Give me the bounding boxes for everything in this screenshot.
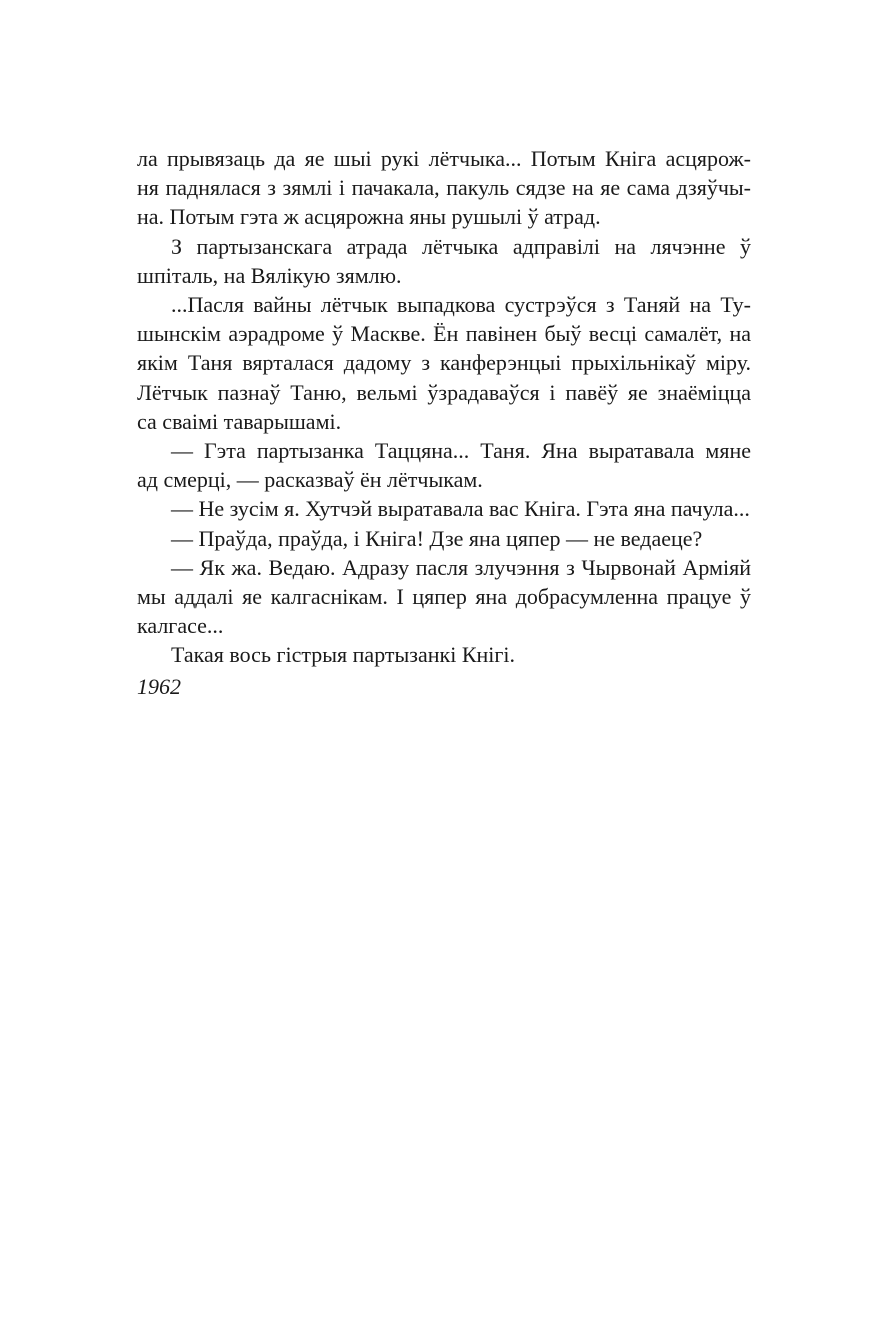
text-line: мы аддалі яе калгаснікам. І цяпер яна добрасумленна працуе ў <box>137 584 751 610</box>
text-line: — Як жа. Ведаю. Адразу пасля злучэння з Чырвонай Арміяй <box>171 554 751 580</box>
text-line: ня паднялася з зямлі і пачакала, пакуль сядзе на яе сама дзяўчы- <box>137 175 751 201</box>
text-line: — Не зусім я. Хутчэй выратавала вас Кніга. Гэта яна пачула... <box>171 496 750 522</box>
text-line: — Праўда, праўда, і Кніга! Дзе яна цяпер — не ведаеце? <box>171 525 703 551</box>
text-line: якім Таня вярталася дадому з канферэнцыі прыхільнікаў міру. <box>137 350 751 376</box>
text-line: шынскім аэрадроме ў Маскве. Ён павінен быў весці самалёт, на <box>137 321 751 347</box>
paragraph-2 <box>137 232 751 290</box>
paragraph-1 <box>137 144 751 232</box>
paragraph-8 <box>137 640 751 669</box>
text-line: — Гэта партызанка Таццяна... Таня. Яна выратавала мяне <box>171 438 751 464</box>
text-line: шпіталь, на Вялікую зямлю. <box>137 262 402 288</box>
text-line: ...Пасля вайны лётчык выпадкова сустрэўся з Таняй на Ту- <box>171 292 751 318</box>
paragraph-4 <box>137 436 751 494</box>
paragraph-6 <box>137 524 751 553</box>
text-line: калгасе... <box>137 613 224 639</box>
year-date: 1962 <box>137 673 181 699</box>
text-line: Лётчык пазнаў Таню, вельмі ўзрадаваўся і павёў яе знаёміцца <box>137 379 751 405</box>
text-line: на. Потым гэта ж асцярожна яны рушылі ў атрад. <box>137 204 601 230</box>
page-body <box>137 144 751 701</box>
text-line: Такая вось гістрыя партызанкі Кнігі. <box>171 642 516 668</box>
text-line: ад смерці, — расказваў ён лётчыкам. <box>137 467 483 493</box>
text-line: са сваімі таварышамі. <box>137 408 342 434</box>
paragraph-5 <box>137 494 751 523</box>
paragraph-3 <box>137 290 751 436</box>
text-line: ла прывязаць да яе шыі рукі лётчыка... Потым Кніга асцярож- <box>137 146 751 171</box>
text-line: З партызанскага атрада лётчыка адправілі на лячэнне ў <box>171 233 751 259</box>
paragraph-7 <box>137 553 751 641</box>
